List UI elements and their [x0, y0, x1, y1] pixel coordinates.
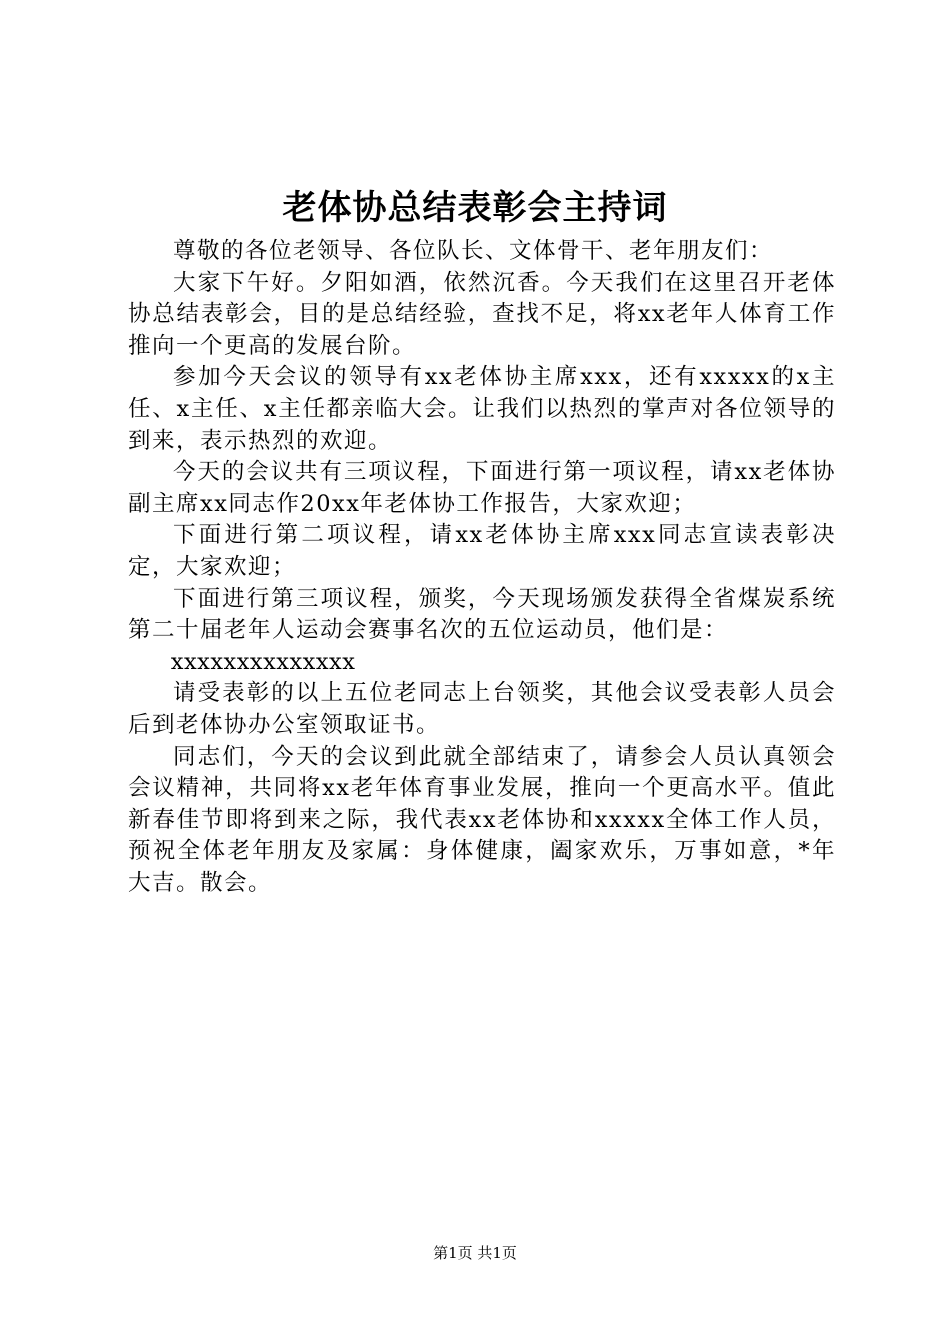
paragraph-award-instructions: 请受表彰的以上五位老同志上台领奖，其他会议受表彰人员会后到老体协办公室领取证书。 [128, 680, 836, 738]
paragraph-agenda-item-2: 下面进行第二项议程，请xx老体协主席xxx同志宣读表彰决定，大家欢迎； [128, 522, 836, 580]
paragraph-closing: 同志们，今天的会议到此就全部结束了，请参会人员认真领会会议精神，共同将xx老年体育事业发展，推向一个更高水平。值此新春佳节即将到来之际，我代表xx老体协和xxxxx全体工作人员，预祝全体老年朋友及家属：身体健康，阖家欢乐，万事如意，*年大吉。散会。 [128, 743, 836, 896]
document-title: 老体协总结表彰会主持词 [282, 188, 668, 228]
paragraph-agenda-item-3: 下面进行第三项议程，颁奖，今天现场颁发获得全省煤炭系统第二十届老年人运动会赛事名次的五位运动员，他们是： [128, 585, 836, 644]
paragraph-attending-leaders: 参加今天会议的领导有xx老体协主席xxx，还有xxxxx的x主任、x主任、x主任都亲临大会。让我们以热烈的掌声对各位领导的到来，表示热烈的欢迎。 [128, 364, 836, 454]
paragraph-opening: 大家下午好。夕阳如酒，依然沉香。今天我们在这里召开老体协总结表彰会，目的是总结经验，查找不足，将xx老年人体育工作推向一个更高的发展台阶。 [128, 269, 836, 359]
document-body [128, 236, 836, 899]
paragraph-greeting: 尊敬的各位老领导、各位队长、文体骨干、老年朋友们： [173, 238, 774, 264]
page-footer: 第1页 共1页 [433, 1244, 517, 1262]
paragraph-athlete-names: xxxxxxxxxxxxxx [170, 648, 356, 675]
paragraph-agenda-item-1: 今天的会议共有三项议程，下面进行第一项议程，请xx老体协副主席xx同志作20xx年老体协工作报告，大家欢迎； [128, 459, 836, 517]
